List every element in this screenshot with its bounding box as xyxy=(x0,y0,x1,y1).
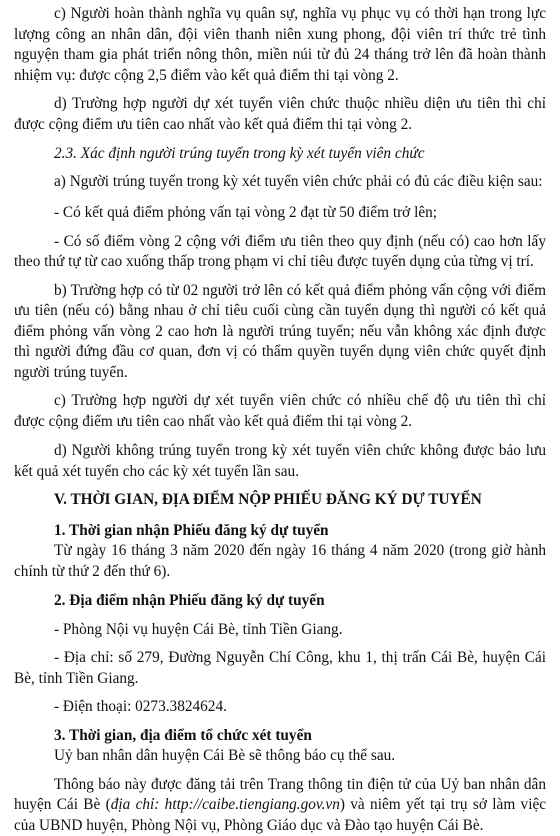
paragraph-condition-a: a) Người trúng tuyển trong kỳ xét tuyển viên chức phải có đủ các điều kiện sau: xyxy=(14,172,546,193)
paragraph-notice: Uỷ ban nhân dân huyện Cái Bè sẽ thông báo cụ thể sau. xyxy=(14,746,546,767)
subheading-1: 1. Thời gian nhận Phiếu đăng ký dự tuyển xyxy=(14,521,546,542)
section-heading-2-3: 2.3. Xác định người trúng tuyển trong kỳ xét tuyển viên chức xyxy=(14,144,546,165)
paragraph-final xyxy=(14,775,546,836)
paragraph-address: - Địa chỉ: số 279, Đường Nguyễn Chí Công, khu 1, thị trấn Cái Bè, huyện Cái Bè, tỉnh Tiền Giang. xyxy=(14,648,546,689)
final-text-b: ) và niêm yết tại trụ sở làm việc của UBND huyện, Phòng Nội vụ, Phòng Giáo dục và Đào tạo huyện Cái Bè. xyxy=(14,796,546,834)
subheading-3: 3. Thời gian, địa điểm tổ chức xét tuyển xyxy=(14,726,546,747)
paragraph-phone: - Điện thoại: 0273.3824624. xyxy=(14,697,546,718)
paragraph-condition-d: d) Người không trúng tuyển trong kỳ xét tuyển viên chức không được bảo lưu kết quả xét tuyển cho các kỳ xét tuyển lần sau. xyxy=(14,441,546,482)
website-link[interactable]: địa chỉ: http://caibe.tiengiang.gov.vn xyxy=(111,796,340,813)
paragraph-office: - Phòng Nội vụ huyện Cái Bè, tỉnh Tiền Giang. xyxy=(14,620,546,641)
paragraph-priority-d: d) Trường hợp người dự xét tuyển viên chức thuộc nhiều diện ưu tiên thì chỉ được cộng điểm ưu tiên cao nhất vào kết quả điểm thi tại vòng 2. xyxy=(14,94,546,135)
paragraph-condition-a1: - Có kết quả điểm phỏng vấn tại vòng 2 đạt từ 50 điểm trở lên; xyxy=(14,203,546,224)
final-text-a: Thông báo này được đăng tải trên Trang thông tin điện tử của Uỷ ban nhân dân huyện Cái Bè ( xyxy=(14,776,546,814)
paragraph-condition-a2: - Có số điểm vòng 2 cộng với điểm ưu tiên theo quy định (nếu có) cao hơn lấy theo thứ tự từ cao xuống thấp trong phạm vi chỉ tiêu được tuyển dụng của từng vị trí. xyxy=(14,232,546,273)
paragraph-condition-c: c) Trường hợp người dự xét tuyển viên chức có nhiều chế độ ưu tiên thì chỉ được cộng điểm ưu tiên cao nhất vào kết quả điểm thi tại vòng 2. xyxy=(14,391,546,432)
paragraph-time: Từ ngày 16 tháng 3 năm 2020 đến ngày 16 tháng 4 năm 2020 (trong giờ hành chính từ thứ 2 đến thứ 6). xyxy=(14,541,546,582)
section-heading-v: V. THỜI GIAN, ĐỊA ĐIỂM NỘP PHIẾU ĐĂNG KÝ DỰ TUYỂN xyxy=(14,490,546,511)
paragraph-priority-c: c) Người hoàn thành nghĩa vụ quân sự, nghĩa vụ phục vụ có thời hạn trong lực lượng công an nhân dân, đội viên thanh niên xung phong, đội viên trí thức trẻ tình nguyện tham gia phát triển nông thôn, miền núi từ đủ 24 tháng trở lên đã hoàn thành nhiệm vụ: được cộng 2,5 điểm vào kết quả điểm thi tại vòng 2. xyxy=(14,4,546,86)
paragraph-condition-b: b) Trường hợp có từ 02 người trở lên có kết quả điểm phỏng vấn cộng với điểm ưu tiên (nếu có) bằng nhau ở chỉ tiêu cuối cùng cần tuyển dụng thì người có kết quả điểm phỏng vấn vòng 2 cao hơn là người trúng tuyển; nếu vẫn không xác định được thì người đứng đầu cơ quan, đơn vị có thẩm quyền tuyển dụng viên chức quyết định người trúng tuyển. xyxy=(14,281,546,384)
subheading-2: 2. Địa điểm nhận Phiếu đăng ký dự tuyển xyxy=(14,591,546,612)
